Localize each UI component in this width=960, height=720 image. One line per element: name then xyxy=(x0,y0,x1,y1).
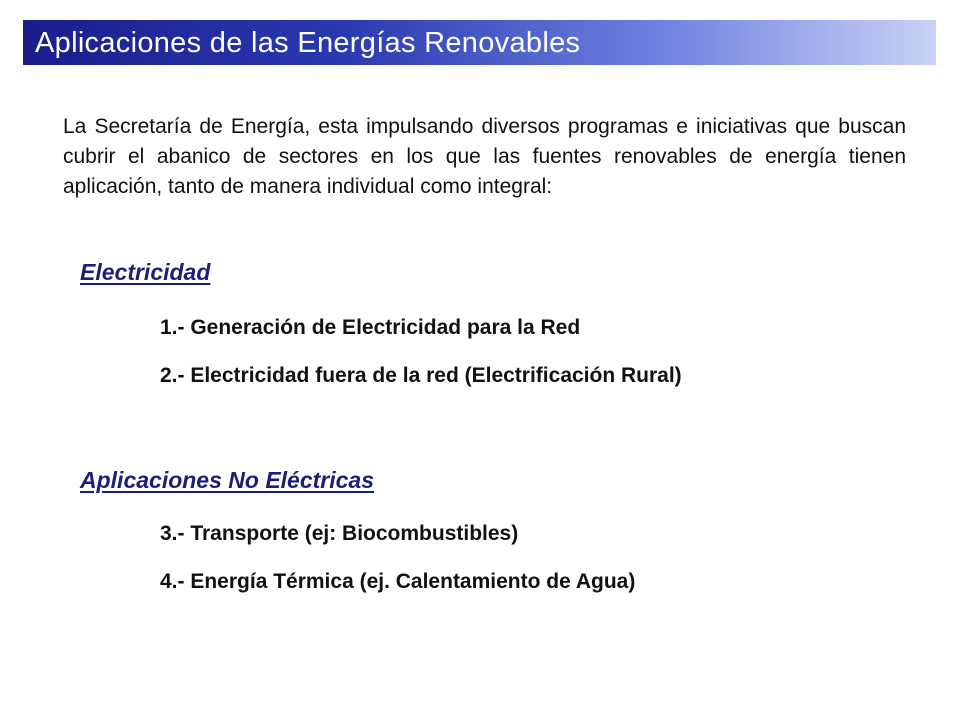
title-bar xyxy=(23,20,936,65)
intro-paragraph: La Secretaría de Energía, esta impulsando diversos programas e iniciativas que buscan cubrir el abanico de sectores en los que las fuentes renovables de energía tienen aplicación, tanto de manera individual como integral: xyxy=(63,115,906,198)
list-item: 4.- Energía Térmica (ej. Calentamiento de Agua) xyxy=(160,570,636,593)
list-item: 1.- Generación de Electricidad para la Red xyxy=(160,316,581,339)
list-item: 3.- Transporte (ej: Biocombustibles) xyxy=(160,522,519,545)
section-heading-no-electricas: Aplicaciones No Eléctricas xyxy=(80,467,375,493)
list-item: 2.- Electricidad fuera de la red (Electrificación Rural) xyxy=(160,364,682,387)
slide-title: Aplicaciones de las Energías Renovables xyxy=(35,27,581,59)
section-heading-electricidad: Electricidad xyxy=(80,259,211,285)
